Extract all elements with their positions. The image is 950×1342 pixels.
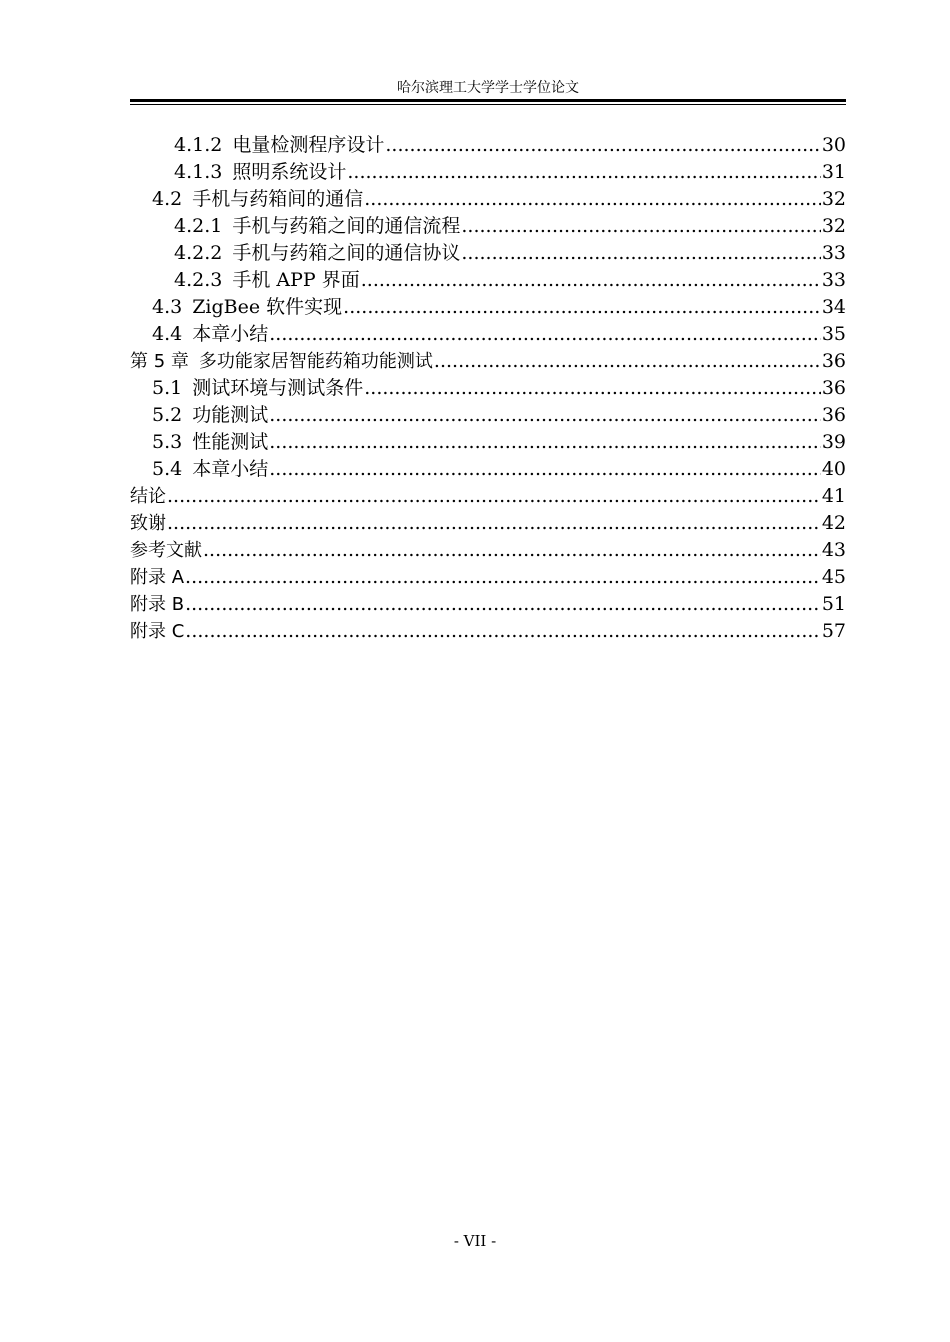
toc-entry-page: 42 <box>821 512 846 534</box>
toc-entry[interactable] <box>130 618 846 645</box>
toc-entry-text <box>174 240 460 267</box>
toc-entry-text <box>152 375 363 402</box>
toc-entry-title: 性能测试 <box>192 431 269 453</box>
toc-entry[interactable] <box>130 186 846 213</box>
toc-entry-title: 附录 A <box>130 567 185 588</box>
toc-entry-text <box>152 402 268 429</box>
toc-entry-title: 本章小结 <box>192 323 269 345</box>
toc-entry-text <box>130 537 202 564</box>
toc-entry-page: 43 <box>821 539 846 561</box>
toc-entry[interactable] <box>130 510 846 537</box>
toc-entry-number: 4.2.3 <box>174 269 223 291</box>
toc-entry-text <box>130 348 433 375</box>
toc-entry-text <box>152 321 268 348</box>
toc-leader-dots <box>185 618 821 645</box>
toc-leader-dots <box>364 186 821 213</box>
toc-leader-dots <box>347 159 820 186</box>
toc-entry-title: 致谢 <box>130 513 166 534</box>
toc-entry-title: 本章小结 <box>192 458 269 480</box>
toc-leader-dots <box>461 240 820 267</box>
toc-entry-text <box>130 591 184 618</box>
toc-entry[interactable] <box>130 456 846 483</box>
toc-entry-page: 39 <box>821 431 846 453</box>
toc-leader-dots <box>343 294 821 321</box>
toc-entry-title: 参考文献 <box>130 540 202 561</box>
header-rule-thin <box>130 104 846 105</box>
toc-entry-number: 4.3 <box>152 296 183 318</box>
toc-leader-dots <box>203 537 821 564</box>
toc-leader-dots <box>185 591 821 618</box>
toc-entry-text <box>174 213 460 240</box>
toc-entry-title: ZigBee 软件实现 <box>192 296 343 318</box>
toc-leader-dots <box>185 564 821 591</box>
toc-entry-title: 电量检测程序设计 <box>232 134 385 156</box>
toc-entry-page: 45 <box>821 566 846 588</box>
toc-entry-page: 33 <box>821 242 846 264</box>
toc-leader-dots <box>385 132 820 159</box>
toc-entry-number: 第 5 章 <box>130 351 189 372</box>
toc-entry-text <box>130 510 166 537</box>
toc-entry-title: 附录 C <box>130 621 185 642</box>
toc-entry-title: 手机 APP 界面 <box>232 269 360 291</box>
toc-entry-page: 30 <box>821 134 846 156</box>
toc-entry[interactable] <box>130 348 846 375</box>
toc-entry-page: 36 <box>821 404 846 426</box>
toc-entry-page: 36 <box>821 350 846 372</box>
toc-entry-page: 33 <box>821 269 846 291</box>
toc-entry-title: 功能测试 <box>192 404 269 426</box>
toc-entry[interactable] <box>130 294 846 321</box>
toc-entry-title: 照明系统设计 <box>232 161 347 183</box>
toc-entry-page: 40 <box>821 458 846 480</box>
toc-entry-number: 4.2 <box>152 188 183 210</box>
page-number: - VII - <box>453 1232 497 1250</box>
header-rule-thick <box>130 99 846 102</box>
toc-entry[interactable] <box>130 429 846 456</box>
toc-leader-dots <box>269 456 821 483</box>
toc-leader-dots <box>461 213 820 240</box>
toc-entry[interactable] <box>130 240 846 267</box>
toc-leader-dots <box>361 267 821 294</box>
toc-leader-dots <box>167 483 821 510</box>
toc-entry-text <box>152 294 342 321</box>
toc-entry-number: 4.4 <box>152 323 183 345</box>
toc-entry[interactable] <box>130 159 846 186</box>
toc-entry[interactable] <box>130 213 846 240</box>
toc-entry-text <box>152 456 268 483</box>
toc-entry-title: 测试环境与测试条件 <box>192 377 364 399</box>
toc-entry[interactable] <box>130 483 846 510</box>
toc-entry-text <box>174 132 384 159</box>
toc-entry[interactable] <box>130 564 846 591</box>
table-of-contents <box>130 132 846 645</box>
toc-entry[interactable] <box>130 375 846 402</box>
toc-entry[interactable] <box>130 321 846 348</box>
toc-entry-page: 35 <box>821 323 846 345</box>
toc-entry-number: 4.2.1 <box>174 215 223 237</box>
toc-leader-dots <box>364 375 821 402</box>
toc-entry-title: 结论 <box>130 486 166 507</box>
toc-entry-title: 手机与药箱之间的通信流程 <box>232 215 461 237</box>
toc-entry-title: 多功能家居智能药箱功能测试 <box>198 351 433 372</box>
toc-entry-text <box>130 483 166 510</box>
toc-entry[interactable] <box>130 267 846 294</box>
toc-leader-dots <box>434 348 821 375</box>
toc-entry-page: 31 <box>821 161 846 183</box>
toc-entry-number: 5.4 <box>152 458 183 480</box>
toc-entry-title: 手机与药箱之间的通信协议 <box>232 242 461 264</box>
toc-entry-title: 手机与药箱间的通信 <box>192 188 364 210</box>
toc-entry[interactable] <box>130 402 846 429</box>
toc-entry-number: 4.1.2 <box>174 134 223 156</box>
toc-entry-text <box>130 564 184 591</box>
toc-entry-text <box>174 267 360 294</box>
toc-entry-number: 5.2 <box>152 404 183 426</box>
toc-entry-page: 32 <box>821 188 846 210</box>
toc-entry-number: 5.1 <box>152 377 183 399</box>
page-header: 哈尔滨理工大学学士学位论文 <box>397 80 579 96</box>
toc-entry-page: 41 <box>821 485 846 507</box>
toc-leader-dots <box>269 321 821 348</box>
toc-entry-text <box>130 618 184 645</box>
toc-entry-page: 32 <box>821 215 846 237</box>
toc-entry-page: 57 <box>821 620 846 642</box>
toc-entry[interactable] <box>130 132 846 159</box>
toc-entry-number: 5.3 <box>152 431 183 453</box>
toc-leader-dots <box>269 402 821 429</box>
toc-entry-page: 34 <box>821 296 846 318</box>
toc-entry[interactable] <box>130 591 846 618</box>
toc-entry-page: 51 <box>821 593 846 615</box>
toc-entry-text <box>174 159 346 186</box>
toc-leader-dots <box>167 510 821 537</box>
toc-entry-page: 36 <box>821 377 846 399</box>
toc-entry-text <box>152 186 363 213</box>
toc-entry-number: 4.1.3 <box>174 161 223 183</box>
toc-entry-number: 4.2.2 <box>174 242 223 264</box>
toc-entry-text <box>152 429 268 456</box>
toc-entry[interactable] <box>130 537 846 564</box>
toc-leader-dots <box>269 429 821 456</box>
toc-entry-title: 附录 B <box>130 594 185 615</box>
